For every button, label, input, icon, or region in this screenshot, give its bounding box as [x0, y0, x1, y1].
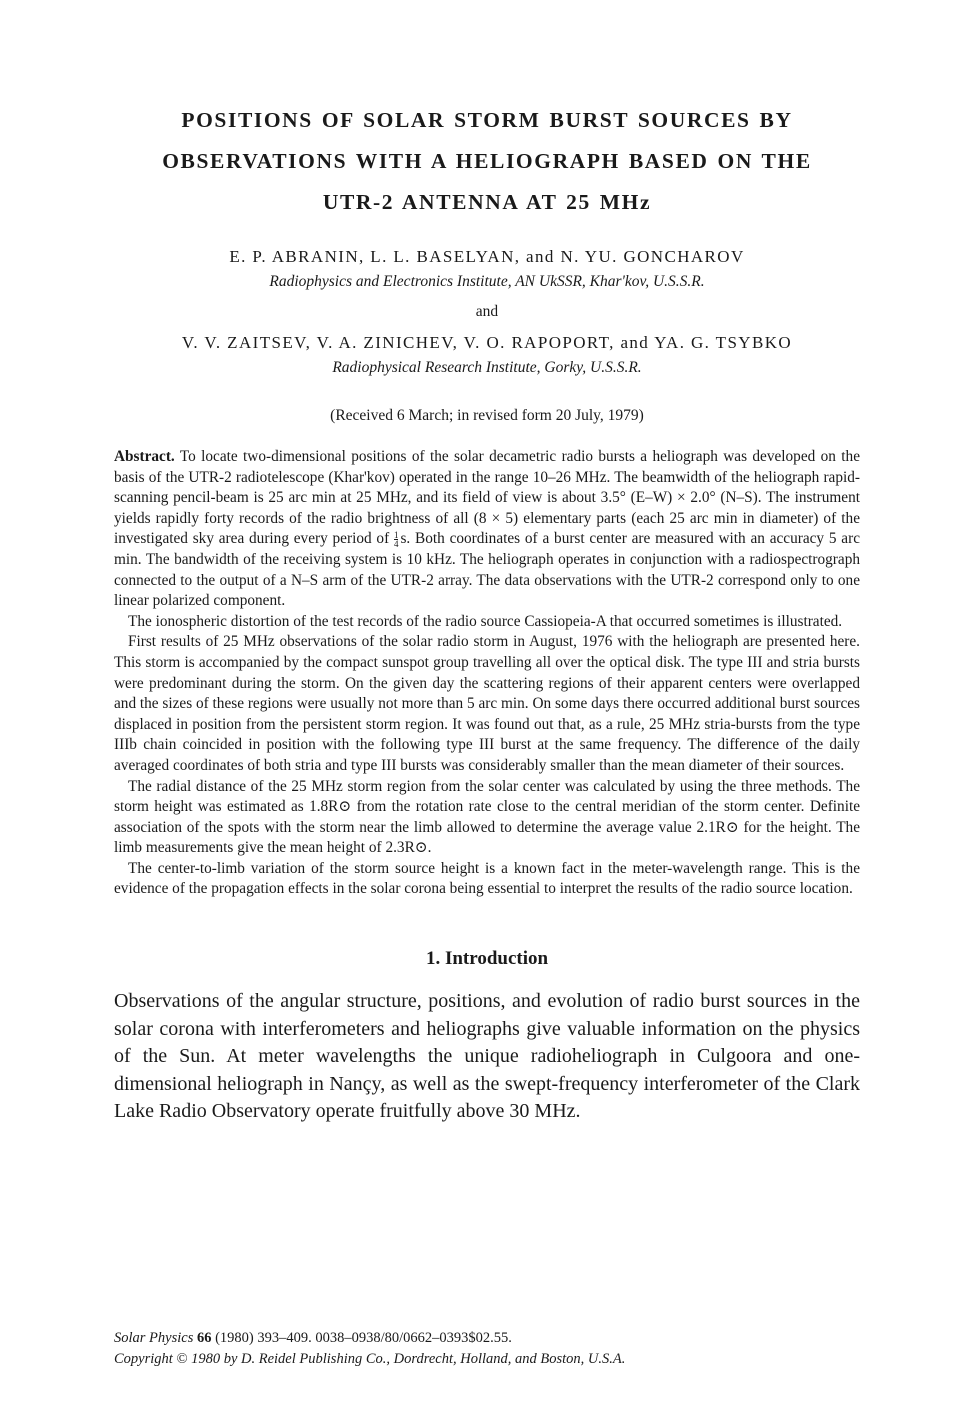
title-line-2: OBSERVATIONS WITH A HELIOGRAPH BASED ON THE [162, 149, 812, 173]
fraction-denominator: 4 [393, 539, 399, 550]
fraction-numerator: 1 [393, 530, 399, 541]
abstract-paragraph-1 [114, 447, 860, 612]
authors-group-2: V. V. ZAITSEV, V. A. ZINICHEV, V. O. RAPOPORT, and YA. G. TSYBKO [181, 333, 793, 352]
abstract-label: Abstract. [114, 448, 175, 465]
affiliation-2: Radiophysical Research Institute, Gorky, U.S.S.R. [332, 359, 642, 376]
authors-group-1: E. P. ABRANIN, L. L. BASELYAN, and N. YU. GONCHAROV [229, 247, 745, 266]
footer-copyright: Copyright © 1980 by D. Reidel Publishing Co., Dordrecht, Holland, and Boston, U.S.A. [114, 1351, 626, 1367]
title-line-3: UTR-2 ANTENNA AT 25 MHz [322, 190, 652, 214]
abstract-paragraph-3: First results of 25 MHz observations of the solar radio storm in August, 1976 with the heliograph are presented here. This storm is accompanied by the compact sunspot group travelling all over the optical disk. The type III and stria bursts were predominant during the storm. On the given day the scattering regions of their apparent centers were overlapped and the sizes of these regions were usually not more than 5 arc min. On some days there occurred additional burst sources displaced in position from the persistent storm region. It was found out that, as a rule, 25 MHz stria-bursts from the type IIIb chain coincided in position with the following type III burst at the same frequency. The difference of the daily averaged coordinates of both stria and type III bursts was considerably smaller than the mean diameter of their sources. [114, 633, 860, 774]
introduction-paragraph: Observations of the angular structure, positions, and evolution of radio burst sources in the solar corona with interferometers and heliographs give valuable information on the physics of the Sun. At meter wavelengths the unique radioheliograph in Culgoora and one-dimensional heliograph in Nançy, as well as the swept-frequency interferometer of the Clark Lake Radio Observatory operate fruitfully above 30 MHz. [114, 990, 860, 1123]
footer-citation [114, 1328, 860, 1349]
fraction-one-quarter [394, 531, 399, 548]
abstract-paragraph-4: The radial distance of the 25 MHz storm region from the solar center was calculated by using the three methods. The storm height was estimated as 1.8R⊙ from the rotation rate close to the central meridian of the storm center. Definite association of the spots with the storm near the limb allowed to determine the average value 2.1R⊙ for the height. The limb measurements give the mean height of 2.3R⊙. [114, 777, 860, 857]
title-line-1: POSITIONS OF SOLAR STORM BURST SOURCES BY [181, 108, 793, 132]
received-date: (Received 6 March; in revised form 20 July, 1979) [330, 407, 644, 424]
citation-details: (1980) 393–409. 0038–0938/80/0662–0393$02.55. [215, 1330, 512, 1346]
paper-title [114, 100, 860, 223]
abstract-p1-part-a: To locate two-dimensional positions of the solar decametric radio bursts a heliograph was developed on the basis of the UTR-2 radiotelescope (Khar'kov) operated in the range 10–26 MHz. The beamwidth of the heliograph rapid-scanning pencil-beam is 25 arc min at 25 MHz, and its field of view is about 3.5° (E–W) × 2.0° (N–S). The instrument yields rapidly forty records of the radio brightness of all (8 × 5) elementary parts (each 25 arc min in diameter) of the investigated sky area during every period of [114, 448, 860, 548]
paper-page [114, 100, 860, 1126]
abstract [114, 447, 860, 900]
section-heading-introduction: 1. Introduction [425, 948, 549, 970]
abstract-p1-part-b: s. Both coordinates of a burst center are measured with an accuracy 5 arc min. The bandwidth of the receiving system is 10 kHz. The heliograph operates in conjunction with a radiospectrograph connected to the output of a N–S arm of the UTR-2 array. The data observations with the UTR-2 correspond only to one linear polarized component. [114, 530, 860, 610]
page-footer [114, 1328, 860, 1370]
abstract-paragraph-5: The center-to-limb variation of the storm source height is a known fact in the meter-wavelength range. This is the evidence of the propagation effects in the solar corona being essential to interpret the results of the radio source location. [114, 859, 860, 898]
abstract-paragraph-2: The ionospheric distortion of the test records of the radio source Cassiopeia-A that occurred sometimes is illustrated. [128, 612, 843, 630]
journal-volume: 66 [196, 1330, 212, 1346]
affiliation-1: Radiophysics and Electronics Institute, AN UkSSR, Khar'kov, U.S.S.R. [269, 273, 705, 290]
and-separator: and [475, 303, 499, 320]
journal-name: Solar Physics [114, 1330, 194, 1346]
